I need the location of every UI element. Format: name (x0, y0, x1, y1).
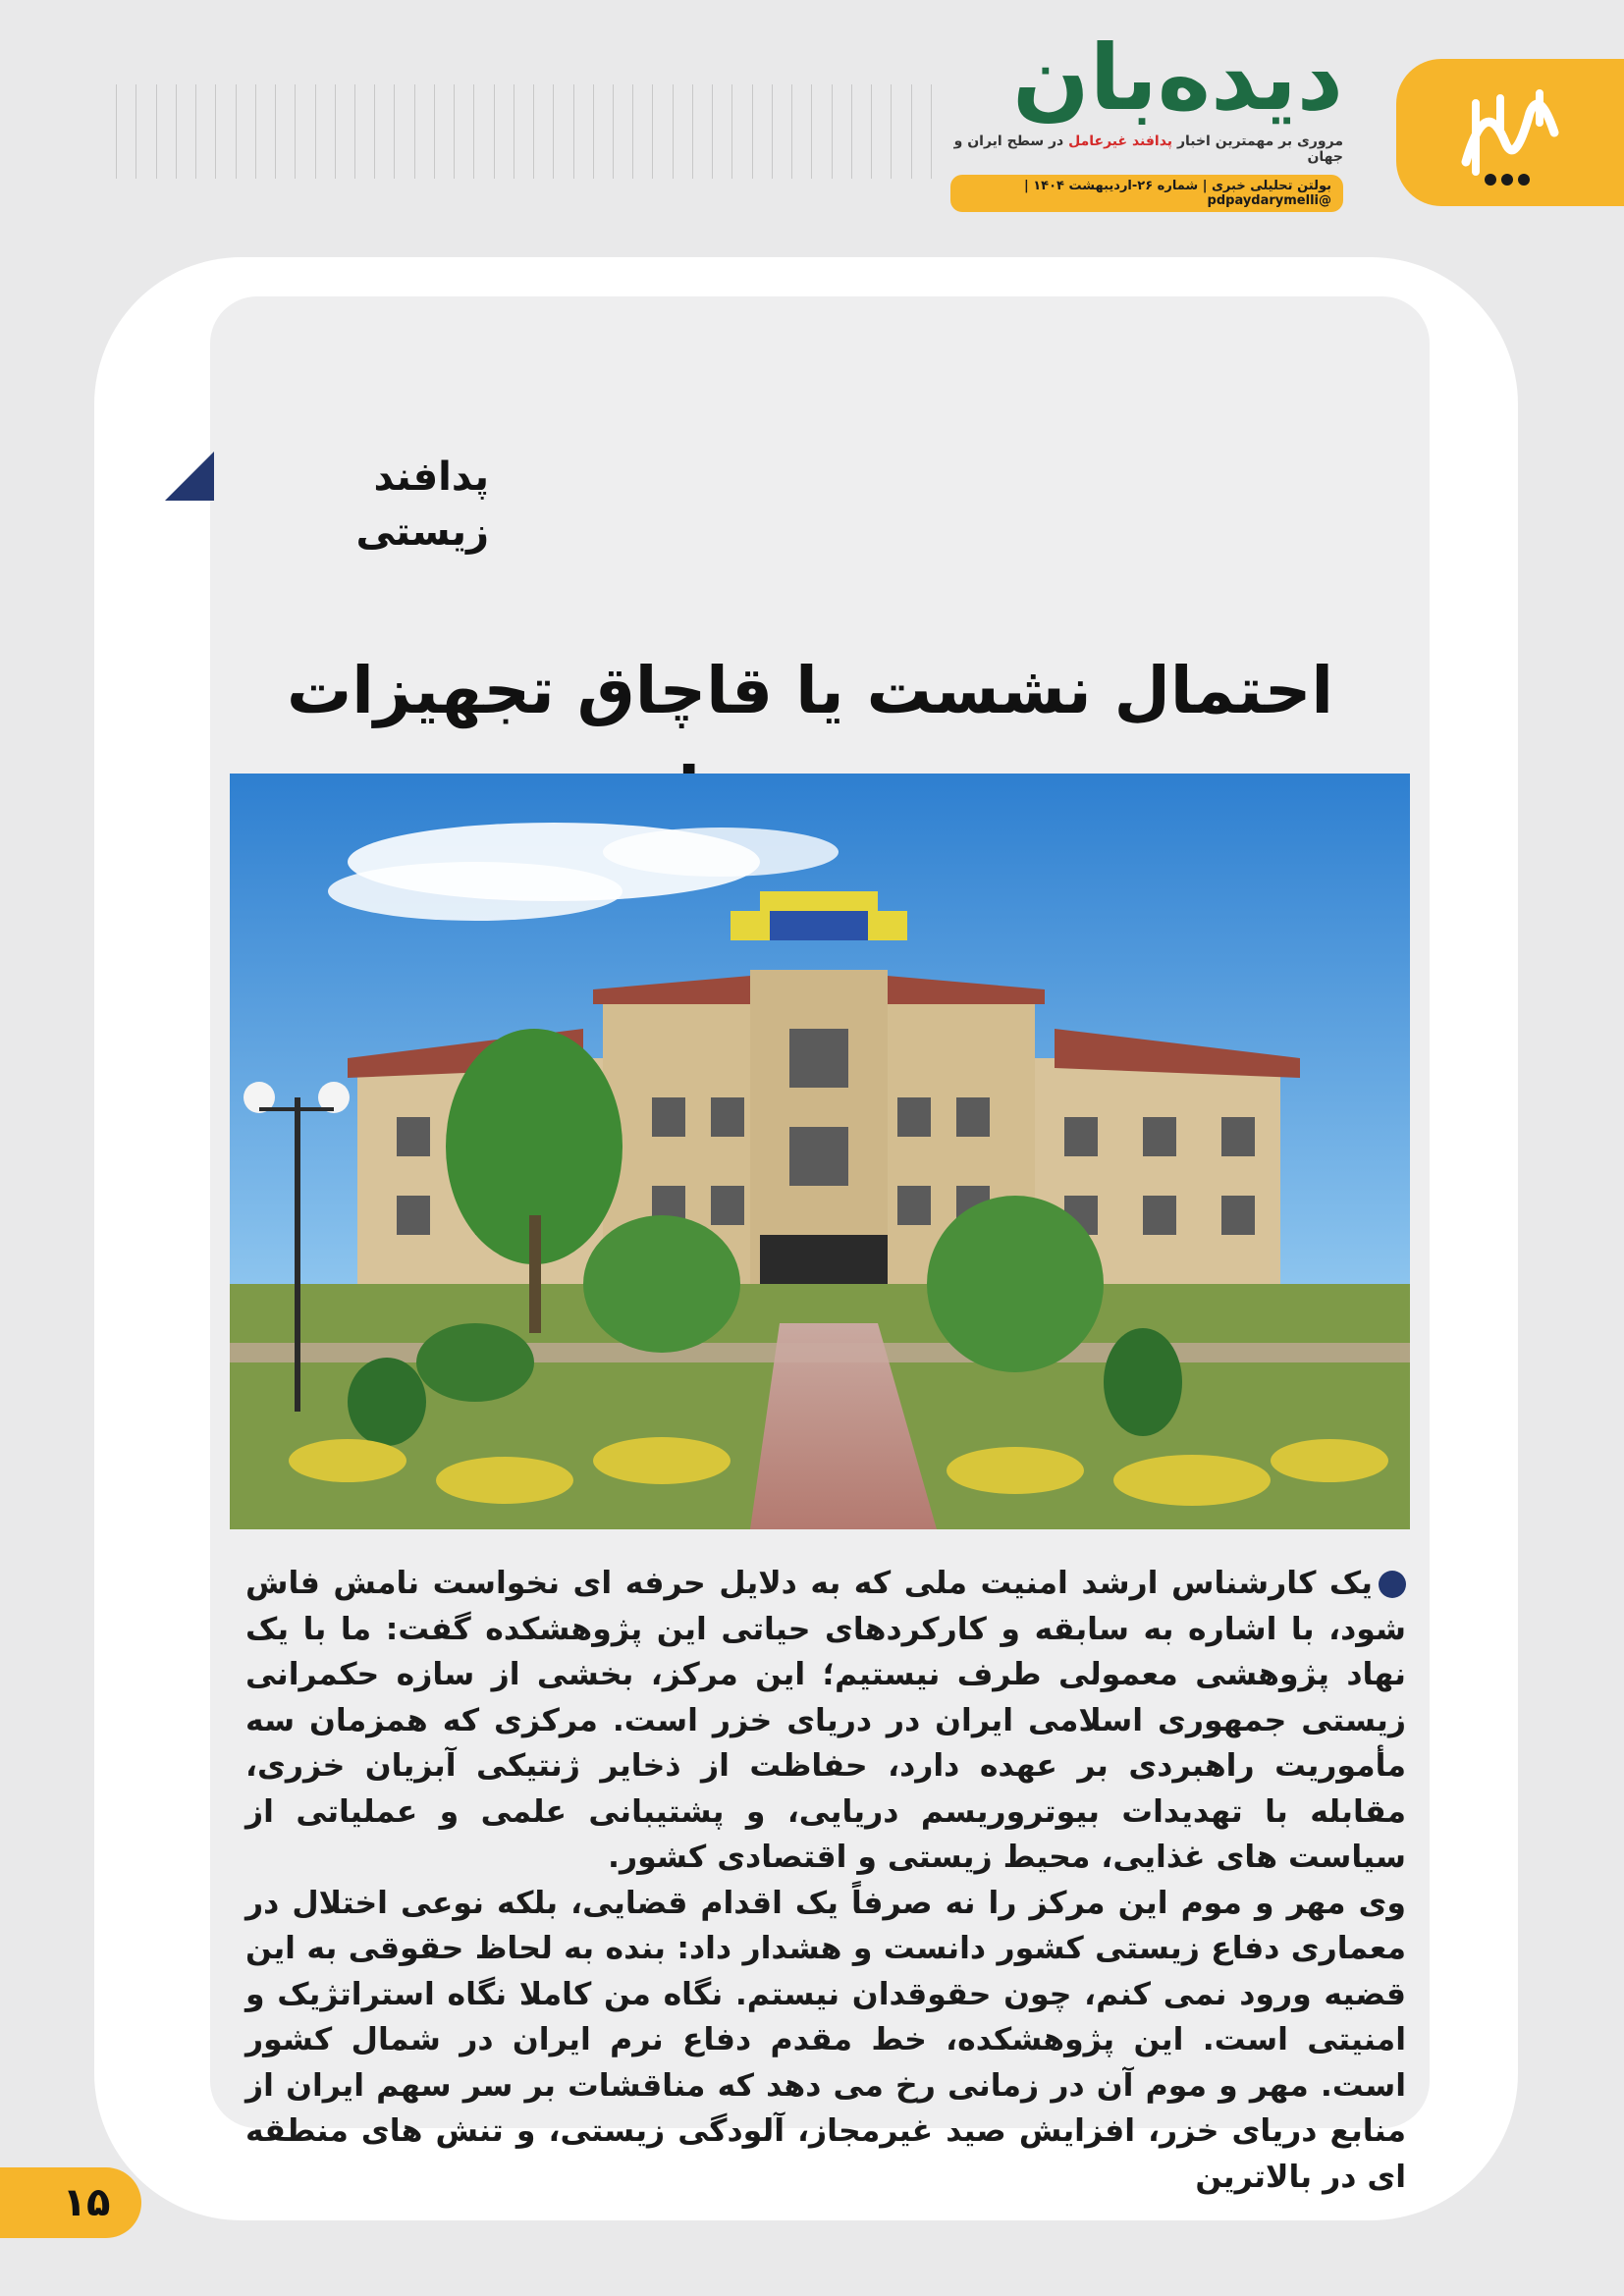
masthead (950, 26, 1343, 211)
page-number: ۱۵ (62, 2180, 111, 2225)
paydari-melli-logo-icon (1446, 74, 1574, 191)
masthead-tagline (950, 133, 1343, 165)
tagline-part2: در سطح ایران و جهان (953, 133, 1343, 165)
tagline-part1: مروری بر مهمترین اخبار (1176, 133, 1343, 149)
section-label: پدافند زیستی (355, 454, 489, 555)
section-triangle-icon (165, 452, 214, 501)
header-decorative-stripes (116, 84, 931, 179)
article-photo (230, 774, 1410, 1529)
tagline-highlight: پدافند غیرعامل (1068, 133, 1173, 149)
publication-title: دیده‌بان (1012, 26, 1343, 131)
article-paragraph: یک کارشناس ارشد امنیت ملی که به دلایل حرفه ای نخواست نامش فاش شود، با اشاره به سابقه و کارکردهای حیاتی این پژوهشکده گفت: ما با یک نهاد پژوهشی معمولی طرف نیستیم؛ این مرکز، بخشی از سازه حکمرانی زیستی جمهوری اسلامی ایران در دریای خزر است. مرکزی که همزمان سه مأموریت راهبردی بر عهده دارد، حفاظت از ذخایر ژنتیکی آبزیان خزری، مقابله با تهدیدات بیوتروریسم دریایی، و پشتیبانی علمی و عملیاتی از سیاست های غذایی، محیط زیستی و اقتصادی کشور. (245, 1566, 1406, 1875)
article-paragraph: وی مهر و موم این مرکز را نه صرفاً یک اقدام قضایی، بلکه نوعی اختلال در معماری دفاع زیستی کشور دانست و هشدار داد: بنده به لحاظ حقوقی به این قضیه ورود نمی کنم، چون حقوقدان نیستم. نگاه من کاملا نگاه استراتژیک و امنیتی است. این پژوهشکده، خط مقدم دفاع نرم ایران در شمال کشور است. مهر و موم آن در زمانی رخ می دهد که مناقشات بر سر سهم ایران از منابع دریای خزر، افزایش صید غیرمجاز، آلودگی زیستی، و تنش های منطقه ای در بالاترین (245, 1885, 1406, 2195)
bullet-icon (1379, 1571, 1406, 1598)
research-institute-building-photo (230, 774, 1410, 1529)
issue-info-bar: بولتن تحلیلی خبری | شماره ۲۶-اردیبهشت ۱۴۰۴ | @pdpaydarymelli (950, 175, 1343, 212)
article-headline: احتمال نشست یا قاچاق تجهیزات (286, 653, 1334, 728)
logo-badge (1396, 59, 1624, 206)
article-body (245, 1561, 1406, 2195)
